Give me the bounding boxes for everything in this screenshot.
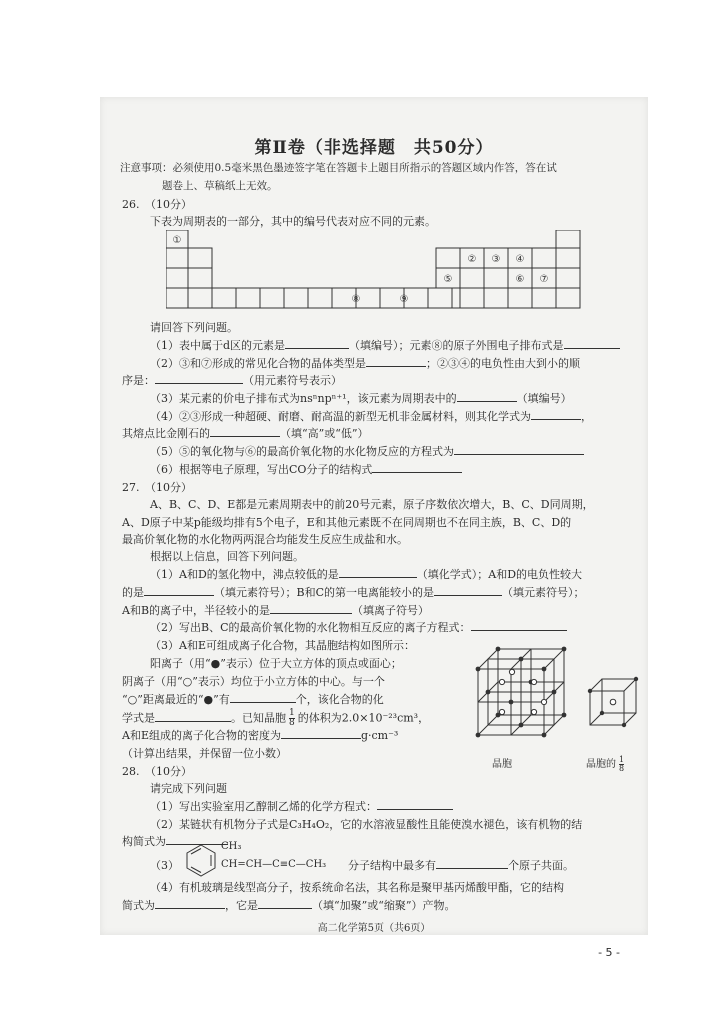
benzene-ring-icon: [184, 843, 218, 877]
q27-part3-e2: g·cm⁻³: [360, 729, 399, 742]
crystal-cell-diagram: [472, 639, 644, 751]
q27-part3-f: （计算出结果，并保留一位小数）: [122, 747, 287, 760]
q28-part3-a: （3）: [150, 859, 179, 872]
q28-part1-text: （1）写出实验室用乙醇制乙烯的化学方程式：: [150, 800, 377, 813]
q27-para-3: 最高价氧化物的水化物两两混合均能发生反应生成盐和水。: [122, 533, 408, 546]
page-number: - 5 -: [598, 946, 620, 959]
q28-part4: （4）有机玻璃是线型高分子，按系统命名法，其名称是聚甲基丙烯酸甲酯，它的结构: [150, 881, 564, 894]
section-title: 第Ⅱ卷（非选择题 共50分）: [254, 138, 494, 158]
q27-part3-a: 阳离子（用“●”表示）位于大立方体的顶点或面心；: [150, 657, 402, 670]
substituent-methyl: CH₃: [221, 841, 242, 852]
q28-part4-c: ，它是: [225, 899, 258, 912]
answer-blank[interactable]: [372, 462, 462, 473]
q27-part3-c2: 个，该化合物的化: [295, 693, 384, 706]
answer-blank[interactable]: [258, 898, 312, 909]
q26-part5-text: （5）⑤的氧化物与⑥的最高价氧化物的水化物反应的方程式为: [150, 445, 454, 458]
q26-part2-c: 序是：: [122, 374, 155, 387]
q26-part2-a: （2）③和⑦形成的常见化合物的晶体类型是: [150, 357, 366, 370]
fraction-denominator: 8: [289, 718, 295, 728]
q26-part4-d: （填“高”或“低”）: [280, 427, 369, 440]
notice-line-1: 注意事项：必须使用0.5毫米黑色墨迹签字笔在答题卡上题目所指示的答题区域内作答，答在试: [120, 162, 557, 174]
q26-part6: [150, 461, 462, 477]
table-label-4: ④: [515, 254, 525, 265]
q27-part1-cont: [122, 584, 585, 600]
caption-fraction-num: 1: [619, 755, 625, 764]
q28-part3-cont: [348, 857, 574, 873]
table-label-1: ①: [172, 235, 182, 246]
caption-eighth-text: 晶胞的: [586, 759, 616, 770]
q26-part4-a: （4）②③形成一种超硬、耐磨、耐高温的新型无机非金属材料，则其化学式为: [150, 410, 531, 423]
q26-part5: [150, 443, 584, 459]
q26-intro: 下表为周期表的一部分，其中的编号代表对应不同的元素。: [150, 215, 436, 228]
q26-part4-c: 其熔点比金刚石的: [122, 427, 210, 440]
q27-part1: [150, 566, 582, 582]
q26-part4: [150, 408, 592, 424]
answer-blank[interactable]: [155, 711, 231, 722]
q28-part4-d: （填“加聚”或“缩聚”）产物。: [312, 899, 456, 912]
answer-blank[interactable]: [436, 858, 508, 869]
answer-blank[interactable]: [155, 898, 225, 909]
q26-part4-b: ，: [581, 410, 592, 423]
q27-heading: 27. （10分）: [122, 481, 192, 494]
answer-blank[interactable]: [210, 426, 280, 437]
table-label-5: ⑤: [443, 274, 453, 285]
answer-blank[interactable]: [454, 444, 584, 455]
answer-blank[interactable]: [377, 799, 453, 810]
answer-blank[interactable]: [144, 585, 214, 596]
q27-part1-e: （填元素符号）；: [502, 586, 585, 599]
table-label-2: ②: [467, 254, 477, 265]
table-label-8: ⑧: [351, 294, 361, 305]
answer-blank[interactable]: [285, 338, 349, 349]
q26-part2-b: ；②③④的电负性由大到小的顺: [426, 357, 580, 370]
q27-part3-c1: “○”距离最近的“●”有: [122, 693, 230, 706]
q26-part3-a: （3）某元素的价电子排布式为nsⁿnpⁿ⁺¹，该元素为周期表中的: [150, 392, 457, 405]
exam-sheet: [100, 97, 648, 935]
page-footer: 高二化学第5页（共6页）: [317, 923, 431, 934]
answer-blank[interactable]: [230, 692, 296, 703]
caption-fraction: [619, 756, 624, 773]
q27-part1-c: 的是: [122, 586, 144, 599]
answer-blank[interactable]: [339, 567, 417, 578]
q26-part1-a: （1）表中属于d区的元素是: [150, 339, 286, 352]
answer-blank[interactable]: [270, 603, 352, 614]
q26-part1-b: （填编号）；元素⑧的原子外围电子排布式是: [349, 339, 564, 352]
table-label-3: ③: [491, 254, 501, 265]
q27-part1-b: （填化学式）；A和D的电负性较大: [416, 568, 583, 581]
q27-part2: [150, 619, 567, 635]
q27-part3-d1: 学式是: [122, 711, 155, 725]
q26-prompt: 请回答下列问题。: [150, 321, 238, 334]
q26-part3-b: （填编号）: [516, 392, 572, 405]
q26-part2: [150, 355, 580, 371]
q27-part1-g: （填离子符号）: [352, 604, 430, 617]
table-label-9: ⑨: [399, 294, 409, 305]
q27-part3-c: [122, 691, 384, 707]
q28-part1: [150, 798, 453, 814]
q28-part4-cont: [122, 897, 456, 913]
q27-part3-d3: 的体积为2.0×10⁻²³cm³，: [297, 711, 430, 725]
q26-part3: [150, 390, 572, 406]
fraction-numerator: 1: [289, 708, 295, 718]
q26-part4-cont: [122, 425, 369, 441]
q28-part3-c: 个原子共面。: [508, 859, 574, 872]
q27-part3: （3）A和E可组成离子化合物，其晶胞结构如图所示：: [150, 639, 415, 652]
answer-blank[interactable]: [155, 373, 243, 384]
fraction-one-eighth: [289, 709, 295, 728]
answer-blank[interactable]: [457, 391, 517, 402]
diagram-caption-eighth: [586, 755, 624, 773]
q27-para-4: 根据以上信息，回答下列问题。: [150, 550, 304, 563]
q28-part4-b: 简式为: [122, 899, 155, 912]
q28-prompt: 请完成下列问题: [150, 782, 227, 795]
q28-heading: 28. （10分）: [122, 765, 192, 778]
q26-heading: 26. （10分）: [122, 198, 192, 211]
q26-part6-text: （6）根据等电子原理，写出CO分子的结构式: [150, 463, 373, 476]
q27-part3-d2: 。已知晶胞: [231, 711, 286, 725]
answer-blank[interactable]: [366, 356, 426, 367]
q27-part1-a: （1）A和D的氢化物中，沸点较低的是: [150, 568, 339, 581]
table-label-7: ⑦: [539, 274, 549, 285]
q28-part2-b: 构简式为: [122, 835, 166, 848]
q27-part3-d: [122, 709, 429, 728]
q27-part3-b: 阴离子（用“○”表示）均位于小立方体的中心。与一个: [122, 675, 385, 688]
q27-part3-e: [122, 727, 398, 743]
answer-blank[interactable]: [531, 409, 581, 420]
q27-part1-f: A和B的离子中，半径较小的是: [122, 604, 271, 617]
q28-part3: [150, 857, 179, 873]
q27-part3-e1: A和E组成的离子化合物的密度为: [122, 729, 281, 742]
periodic-table-fragment: [166, 230, 586, 312]
answer-blank[interactable]: [564, 338, 620, 349]
answer-blank[interactable]: [471, 620, 567, 631]
q26-part2-cont: [122, 372, 342, 388]
answer-blank[interactable]: [281, 728, 361, 739]
q27-part1-cont2: [122, 602, 429, 618]
q28-part2: （2）某链状有机物分子式是C₃H₄O₂，它的水溶液显酸性且能使溴水褪色，该有机物的结: [150, 818, 583, 831]
q26-part2-d: （用元素符号表示）: [243, 374, 342, 387]
q27-part2-text: （2）写出B、C的最高价氧化物的水化物相互反应的离子方程式：: [150, 621, 471, 634]
q27-part1-d: （填元素符号）；B和C的第一电离能较小的是: [214, 586, 434, 599]
q27-para-2: A、D原子中某p能级均排有5个电子，E和其他元素既不在同周期也不在同主族，B、C、D的: [122, 516, 572, 529]
diagram-caption-cell: 晶胞: [492, 759, 512, 770]
q28-part3-b: 分子结构中最多有: [348, 859, 436, 872]
table-label-6: ⑥: [515, 274, 525, 285]
notice-line-2: 题卷上、草稿纸上无效。: [162, 180, 278, 192]
q27-para-1: A、B、C、D、E都是元素周期表中的前20号元素，原子序数依次增大，B、C、D同周期，: [150, 498, 594, 511]
substituent-chain: CH=CH—C≡C—CH₃: [221, 859, 327, 870]
q26-part1: [150, 337, 620, 353]
caption-fraction-den: 8: [619, 764, 625, 773]
answer-blank[interactable]: [434, 585, 502, 596]
